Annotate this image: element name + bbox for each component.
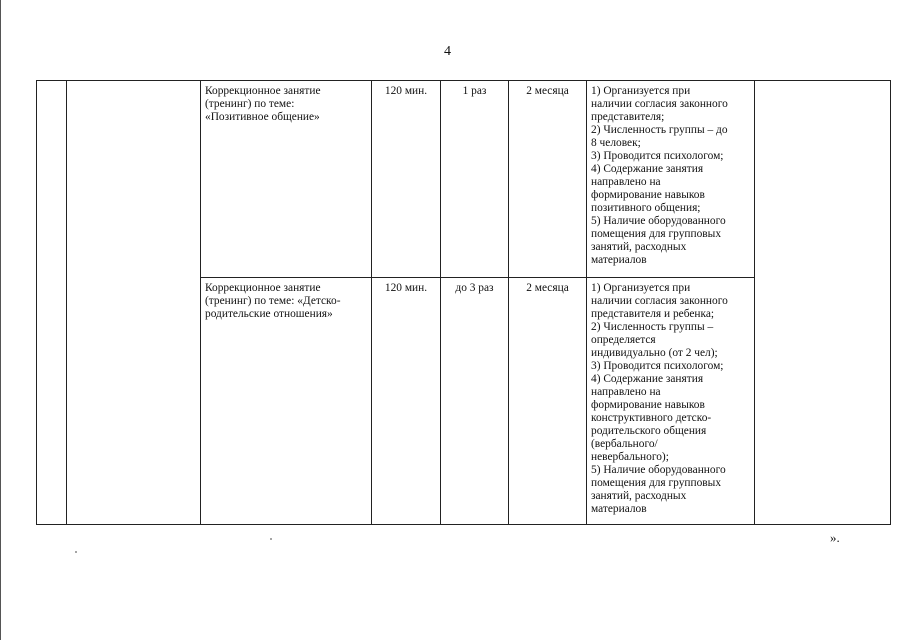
frequency-cell: до 3 раз — [441, 278, 509, 525]
table-cell-empty-1 — [37, 81, 67, 525]
services-table — [36, 80, 891, 525]
service-name-line: родительские отношения» — [205, 308, 333, 320]
condition-line: родительского общения — [591, 425, 707, 437]
condition-line: наличии согласия законного — [591, 98, 728, 110]
table-cell-empty-last — [755, 81, 891, 525]
closing-quote-mark: ». — [830, 530, 840, 545]
service-name-cell — [201, 81, 372, 278]
service-name-cell — [201, 278, 372, 525]
condition-line: помещения для групповых — [591, 228, 722, 240]
condition-line: индивидуально (от 2 чел); — [591, 347, 718, 359]
frequency-cell: 1 раз — [441, 81, 509, 278]
service-name-line: «Позитивное общение» — [205, 111, 320, 123]
condition-line: 2) Численность группы – — [591, 321, 714, 333]
condition-line: занятий, расходных — [591, 241, 687, 253]
condition-line: 8 человек; — [591, 137, 641, 149]
duration-cell: 120 мин. — [372, 81, 441, 278]
condition-line: конструктивного детско- — [591, 412, 712, 424]
condition-line: помещения для групповых — [591, 477, 722, 489]
page-number: 4 — [444, 44, 451, 59]
duration-cell: 120 мин. — [372, 278, 441, 525]
condition-line: 4) Содержание занятия — [591, 163, 704, 175]
condition-line: определяется — [591, 334, 656, 346]
condition-line: 5) Наличие оборудованного — [591, 464, 726, 476]
condition-line: (вербального/ — [591, 438, 658, 450]
scan-speck — [270, 538, 272, 540]
period-cell: 2 месяца — [509, 278, 587, 525]
table-row — [37, 81, 891, 278]
condition-line: 2) Численность группы – до — [591, 124, 728, 136]
condition-line: материалов — [591, 503, 647, 515]
condition-line: формирование навыков — [591, 189, 705, 201]
condition-line: направлено на — [591, 176, 661, 188]
condition-line: 3) Проводится психологом; — [591, 150, 724, 162]
conditions-cell — [587, 81, 755, 278]
condition-line: представителя и ребенка; — [591, 308, 715, 320]
scan-speck — [75, 551, 77, 553]
condition-line: занятий, расходных — [591, 490, 687, 502]
service-name-line: Коррекционное занятие — [205, 282, 321, 294]
condition-line: материалов — [591, 254, 647, 266]
condition-line: формирование навыков — [591, 399, 705, 411]
condition-line: представителя; — [591, 111, 665, 123]
table-cell-empty-2 — [67, 81, 201, 525]
service-name-line: Коррекционное занятие — [205, 85, 321, 97]
page-edge-line — [0, 0, 1, 640]
condition-line: 5) Наличие оборудованного — [591, 215, 726, 227]
condition-line: 4) Содержание занятия — [591, 373, 704, 385]
service-name-line: (тренинг) по теме: «Детско- — [205, 295, 341, 307]
condition-line: невербального); — [591, 451, 669, 463]
condition-line: 1) Организуется при — [591, 85, 691, 97]
condition-line: 1) Организуется при — [591, 282, 691, 294]
condition-line: позитивного общения; — [591, 202, 701, 214]
period-cell: 2 месяца — [509, 81, 587, 278]
condition-line: направлено на — [591, 386, 661, 398]
conditions-cell — [587, 278, 755, 525]
condition-line: 3) Проводится психологом; — [591, 360, 724, 372]
service-name-line: (тренинг) по теме: — [205, 98, 295, 110]
condition-line: наличии согласия законного — [591, 295, 728, 307]
